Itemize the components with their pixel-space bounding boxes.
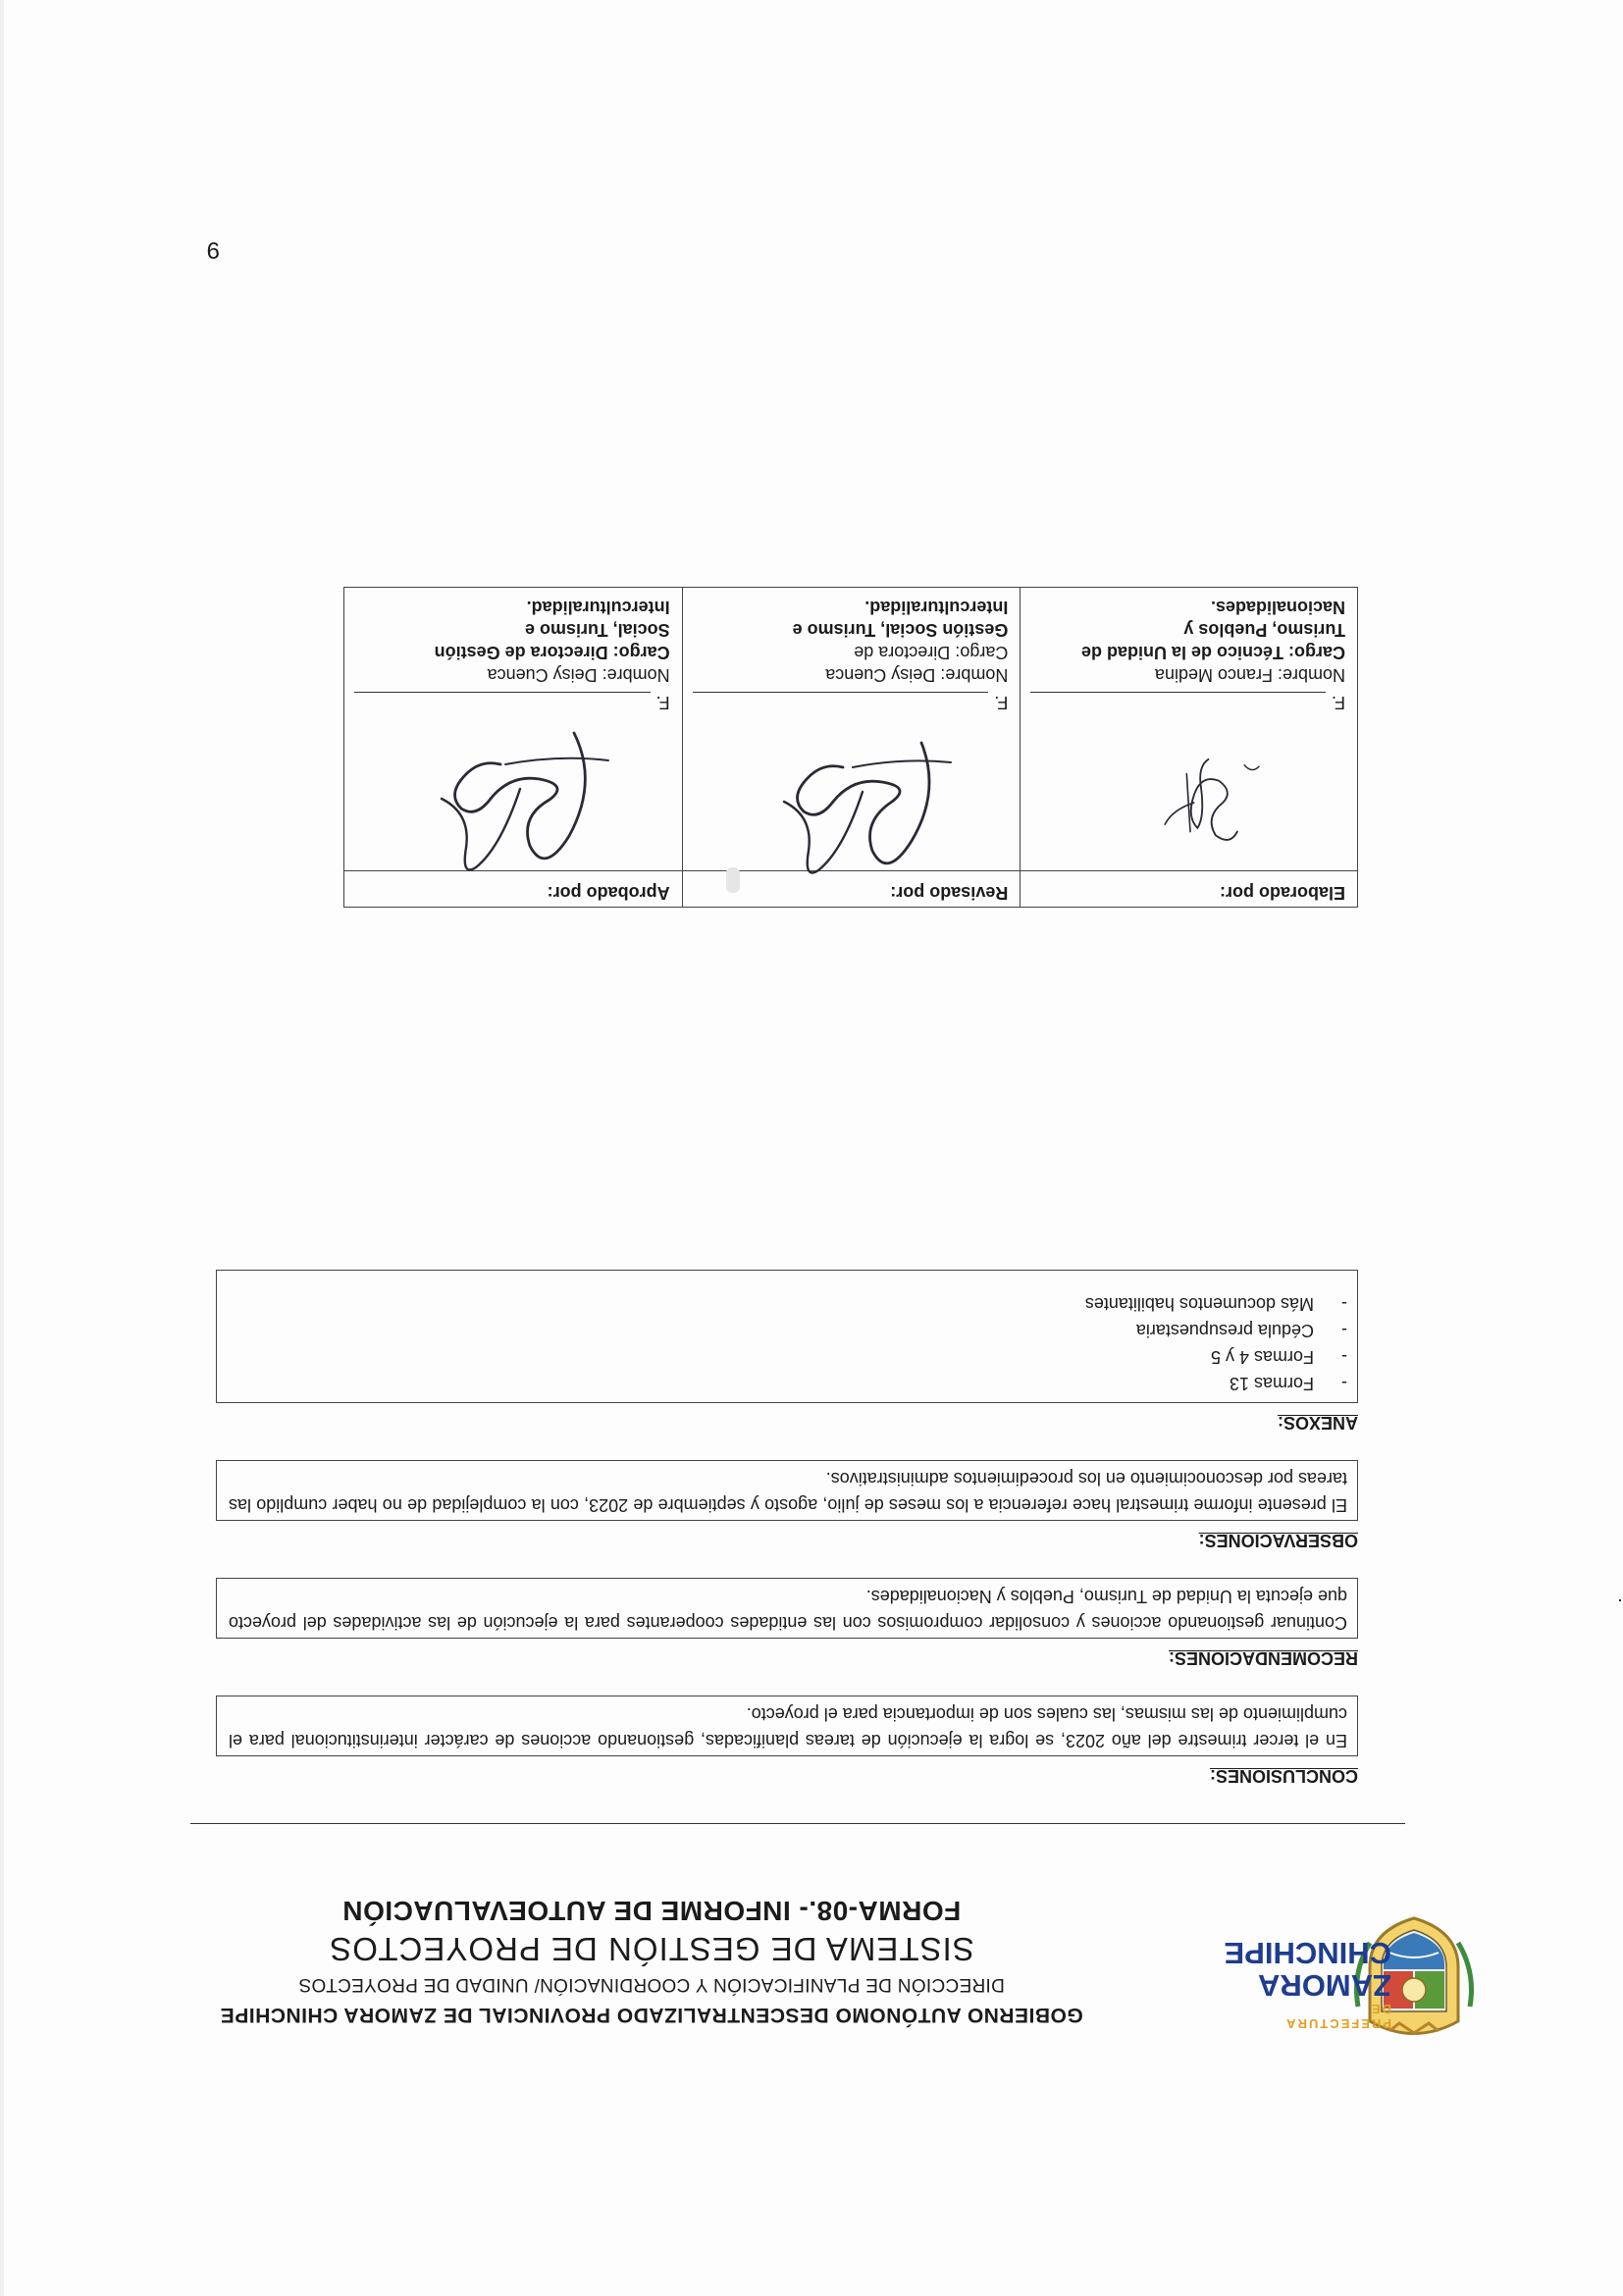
- table-row: [344, 588, 1358, 871]
- revisado-signature-line: [693, 692, 1009, 721]
- list-item: -Formas 13: [1229, 1374, 1347, 1393]
- revisado-header: Revisado por:: [682, 871, 1021, 908]
- observaciones-box: [216, 1460, 1358, 1521]
- system-title: SISTEMA DE GESTIÓN DE PROYECTOS: [329, 1931, 974, 1967]
- conclusiones-text: En el tercer trimestre del año 2023, se logra la ejecución de tareas planificadas, gestionando acciones de carácter interinstitucional para el cumplimiento de las mismas, las cuales son de importancia para el proyecto.: [229, 1704, 1347, 1750]
- revisado-nombre: Nombre: Deisy Cuenca: [825, 665, 1009, 685]
- signature-underline: [354, 692, 651, 694]
- page-number: 9: [206, 236, 220, 263]
- signature-underline: [1030, 692, 1326, 694]
- form-title: FORMA-08.- INFORME DE AUTOEVALUACIÓN: [341, 1896, 962, 1926]
- elaborado-cargo-2: Turismo, Pueblos y: [1183, 620, 1345, 640]
- anexo-item-4: Más documentos habilitantes: [1084, 1294, 1314, 1314]
- elaborado-cargo-1: Cargo: Técnico de la Unidad de: [1080, 643, 1345, 662]
- aprobado-cargo-1: Cargo: Directora de Gestión: [434, 643, 670, 662]
- conclusiones-box: [216, 1696, 1358, 1756]
- brand-prefix: PREFECTURA DE: [1284, 2002, 1391, 2031]
- elaborado-nombre: Nombre: Franco Medina: [1154, 665, 1345, 685]
- revisado-cargo-2: Gestión Social, Turismo e: [792, 620, 1009, 640]
- list-item: -Formas 4 y 5: [1210, 1347, 1347, 1367]
- revisado-cargo-3: Interculturalidad.: [864, 598, 1009, 617]
- list-item: -Cédula presupuestaria: [1135, 1321, 1347, 1340]
- scan-speck: [1619, 1599, 1621, 1601]
- elaborado-cargo-3: Nacionalidades.: [1210, 598, 1345, 617]
- revisado-f-label: F.: [994, 693, 1009, 712]
- elaborado-header: Elaborado por:: [1021, 871, 1358, 908]
- brand-name-line1: ZAMORA: [1257, 1968, 1391, 2003]
- anexo-item-2: Formas 4 y 5: [1210, 1347, 1314, 1367]
- header-divider: [190, 1823, 1405, 1824]
- observaciones-title: OBSERVACIONES:: [1198, 1531, 1358, 1550]
- anexo-item-3: Cédula presupuestaria: [1135, 1321, 1314, 1340]
- organization-name: GOBIERNO AUTÓNOMO DESCENTRALIZADO PROVINCIAL DE ZAMORA CHINCHIPE: [220, 2004, 1083, 2026]
- elaborado-signature-cell: [1021, 588, 1358, 871]
- aprobado-header: Aprobado por:: [344, 871, 683, 908]
- anexo-item-1: Formas 13: [1229, 1374, 1314, 1393]
- anexos-list: [229, 1290, 1347, 1396]
- recomendaciones-text: Continuar gestionando acciones y consolidar compromisos con las entidades cooperantes para la ejecución de las actividades del proyecto que ejecuta la Unidad de Turismo, Pueblos y Nacionalidades.: [229, 1587, 1347, 1633]
- prefectura-logo: [1224, 1913, 1478, 2041]
- elaborado-f-label: F.: [1331, 693, 1345, 712]
- aprobado-cargo-3: Interculturalidad.: [526, 598, 670, 617]
- anexos-title: ANEXOS:: [1277, 1413, 1358, 1433]
- aprobado-signature-cell: [344, 588, 683, 871]
- brand-text: [1224, 1936, 1391, 2031]
- handwritten-signature-medina: [1102, 723, 1279, 861]
- recomendaciones-title: RECOMENDACIONES:: [1168, 1648, 1358, 1668]
- aprobado-cargo-2: Social, Turismo e: [524, 620, 670, 640]
- revisado-cargo-1: Cargo: Directora de: [854, 643, 1009, 662]
- signature-table: [343, 587, 1358, 908]
- revisado-signature-cell: [682, 588, 1021, 871]
- aprobado-signature-line: [354, 692, 670, 721]
- table-row: [344, 871, 1358, 908]
- elaborado-signature-line: [1030, 692, 1345, 721]
- anexos-box: [216, 1270, 1358, 1403]
- recomendaciones-box: [216, 1578, 1358, 1639]
- elaborado-details: [1030, 596, 1345, 721]
- list-item: -Más documentos habilitantes: [1084, 1294, 1347, 1314]
- observaciones-text: El presente informe trimestral hace referencia a los meses de julio, agosto y septiembre de 2023, con la complejidad de no haber cumplido las tareas por desconocimiento en los procedimientos administrativos.: [229, 1469, 1347, 1515]
- conclusiones-title: CONCLUSIONES:: [1209, 1766, 1358, 1786]
- faint-stamp-mark: [726, 867, 740, 893]
- aprobado-f-label: F.: [655, 693, 670, 712]
- document-header: [127, 1895, 1177, 2026]
- aprobado-details: [354, 596, 670, 721]
- signature-underline: [693, 692, 989, 694]
- revisado-details: [693, 596, 1009, 721]
- direction-name: DIRECCIÓN DE PLANIFICACIÓN Y COORDINACIÓN/ UNIDAD DE PROYECTOS: [298, 1974, 1005, 1995]
- aprobado-nombre: Nombre: Deisy Cuenca: [487, 665, 670, 685]
- brand-name-line2: CHINCHIPE: [1224, 1936, 1391, 1970]
